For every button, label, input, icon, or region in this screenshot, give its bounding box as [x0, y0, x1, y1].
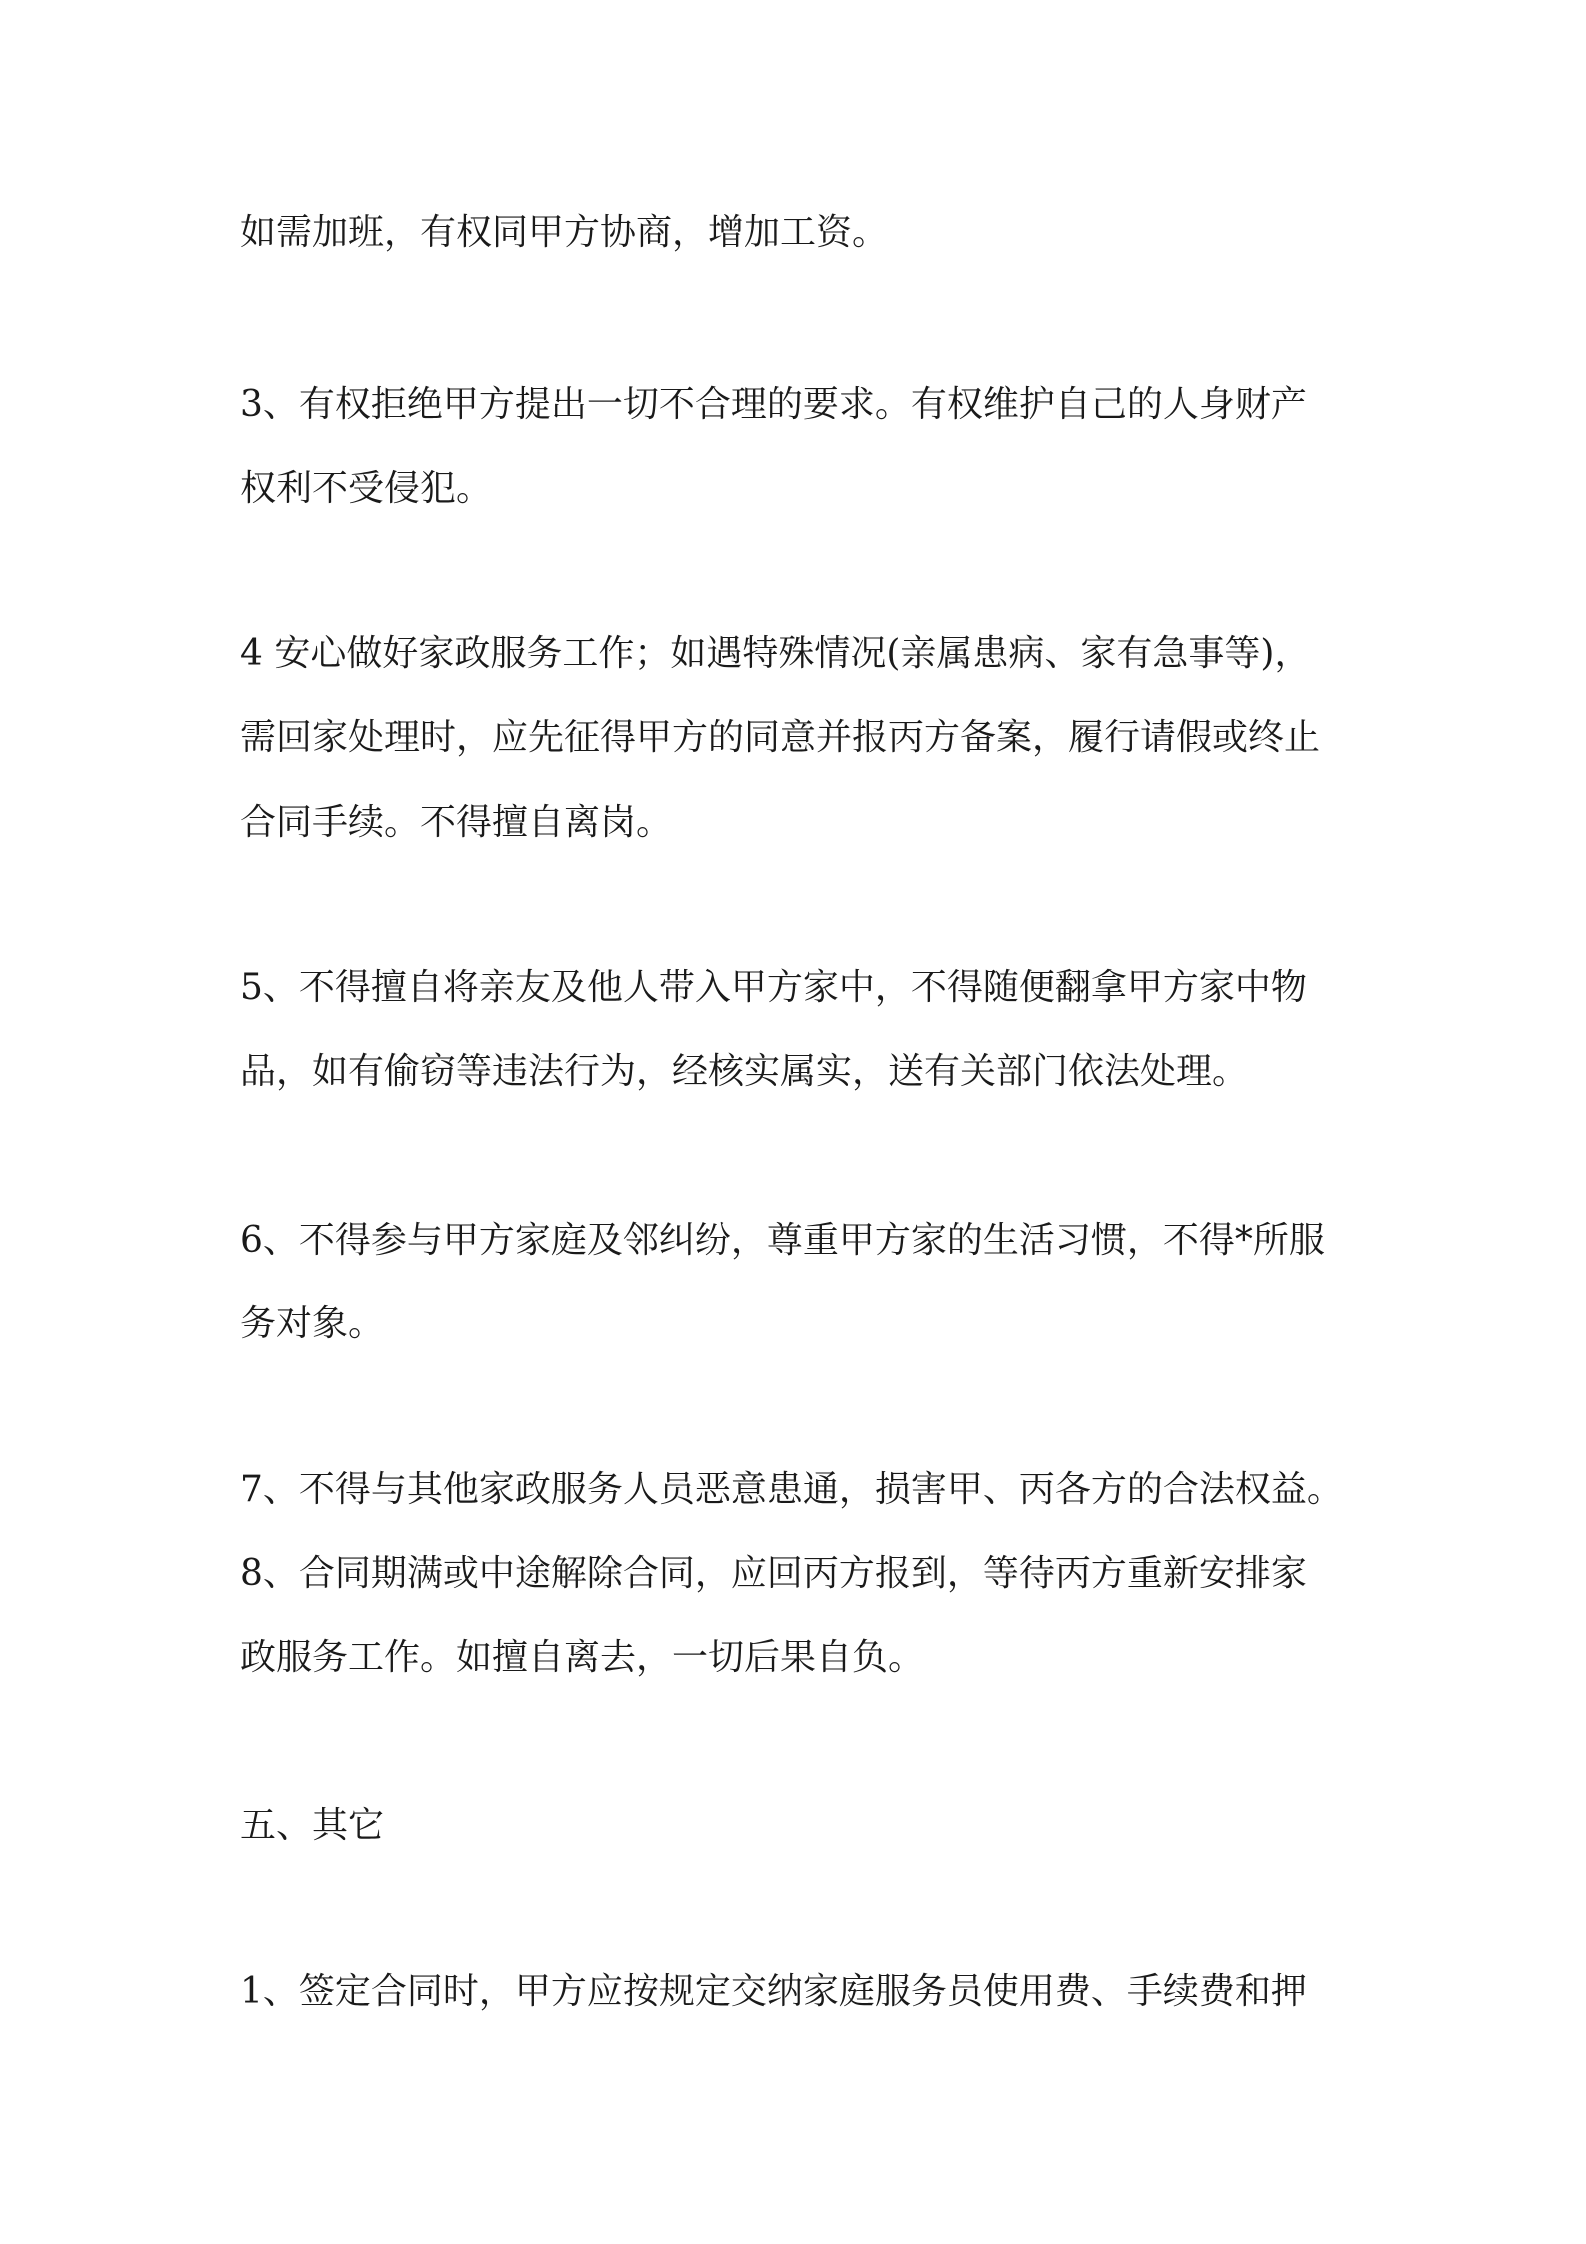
text-line: 8、合同期满或中途解除合同，应回丙方报到，等待丙方重新安排家 [240, 1553, 1307, 1594]
text-line: 7、不得与其他家政服务人员恶意患通，损害甲、丙各方的合法权益。 [240, 1469, 1343, 1510]
text-line: 合同手续。不得擅自离岗。 [240, 802, 673, 843]
text-line: 4 安心做好家政服务工作；如遇特殊情况(亲属患病、家有急事等)， [240, 633, 1311, 674]
text-line: 5、不得擅自将亲友及他人带入甲方家中，不得随便翻拿甲方家中物 [240, 967, 1307, 1008]
text-line: 政服务工作。如擅自离去，一切后果自负。 [240, 1637, 925, 1678]
section-heading: 五、其它 [240, 1805, 385, 1846]
text-line: 权利不受侵犯。 [240, 468, 493, 509]
text-line: 1、签定合同时，甲方应按规定交纳家庭服务员使用费、手续费和押 [240, 1971, 1307, 2012]
text-line: 如需加班，有权同甲方协商，增加工资。 [240, 212, 889, 253]
text-line: 务对象。 [240, 1303, 385, 1344]
text-line: 3、有权拒绝甲方提出一切不合理的要求。有权维护自己的人身财产 [240, 384, 1307, 425]
text-line: 6、不得参与甲方家庭及邻纠纷，尊重甲方家的生活习惯，不得*所服 [240, 1220, 1325, 1261]
text-line: 需回家处理时，应先征得甲方的同意并报丙方备案，履行请假或终止 [240, 717, 1321, 758]
text-line: 品，如有偷窃等违法行为，经核实属实，送有关部门依法处理。 [240, 1051, 1249, 1092]
